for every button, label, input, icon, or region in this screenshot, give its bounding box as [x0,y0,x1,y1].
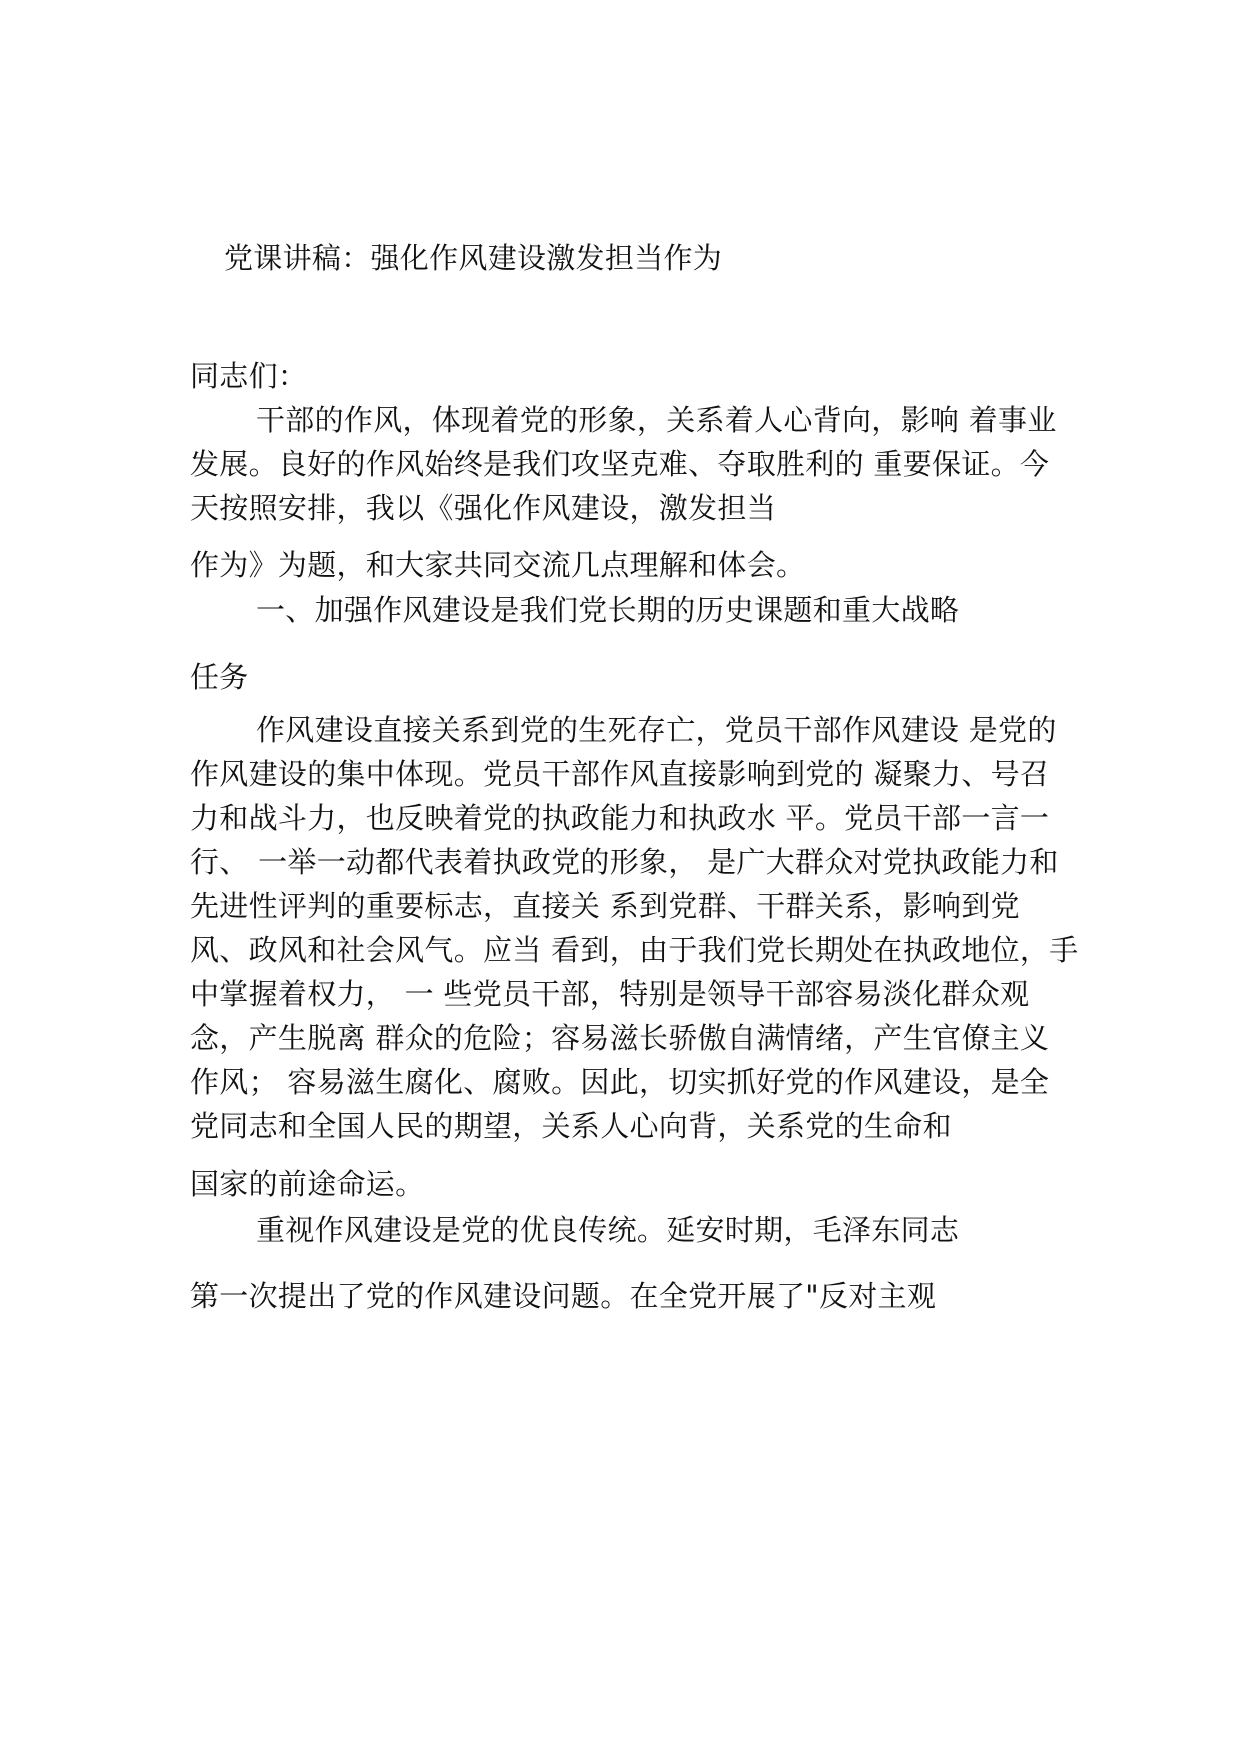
paragraph-line: 作风建设直接关系到党的生死存亡，党员干部作风建设 是党的 [256,713,1057,747]
paragraph-line: 第一次提出了党的作风建设问题。在全党开展了"反对主观 [190,1279,937,1313]
paragraph-line: 党同志和全国人民的期望，关系人心向背，关系党的生命和 [190,1109,952,1143]
paragraph-line: 行、 一举一动都代表着执政党的形象， 是广大群众对党执政能力和 [190,845,1059,879]
paragraph-line: 重视作风建设是党的优良传统。延安时期，毛泽东同志 [256,1213,960,1247]
paragraph-line: 天按照安排，我以《强化作风建设，激发担当 [190,491,777,525]
paragraph-line: 作风建设的集中体现。党员干部作风直接影响到党的 凝聚力、号召 [190,757,1050,791]
paragraph-line: 国家的前途命运。 [190,1167,425,1201]
paragraph-line: 先进性评判的重要标志，直接关 系到党群、干群关系，影响到党 [190,889,1020,923]
section-heading: 一、加强作风建设是我们党长期的历史课题和重大战略 [256,593,960,627]
paragraph-line: 发展。良好的作风始终是我们攻坚克难、夺取胜利的 重要保证。今 [190,447,1050,481]
salutation: 同志们： [190,359,308,393]
section-heading-continuation: 任务 [190,660,249,694]
paragraph-line: 作为》为题，和大家共同交流几点理解和体会。 [190,548,806,582]
paragraph-line: 念，产生脱离 群众的危险；容易滋长骄傲自满情绪，产生官僚主义 [190,1021,1050,1055]
paragraph-line: 力和战斗力，也反映着党的执政能力和执政水 平。党员干部一言一 [190,801,1050,835]
paragraph-line: 干部的作风，体现着党的形象，关系着人心背向，影响 着事业 [256,403,1057,437]
paragraph-line: 中掌握着权力， 一 些党员干部，特别是领导干部容易淡化群众观 [190,977,1030,1011]
paragraph-line: 作风； 容易滋生腐化、腐败。因此，切实抓好党的作风建设，是全 [190,1065,1050,1099]
paragraph-line: 风、政风和社会风气。应当 看到，由于我们党长期处在执政地位，手 [190,933,1079,967]
document-title: 党课讲稿：强化作风建设激发担当作为 [224,241,723,275]
